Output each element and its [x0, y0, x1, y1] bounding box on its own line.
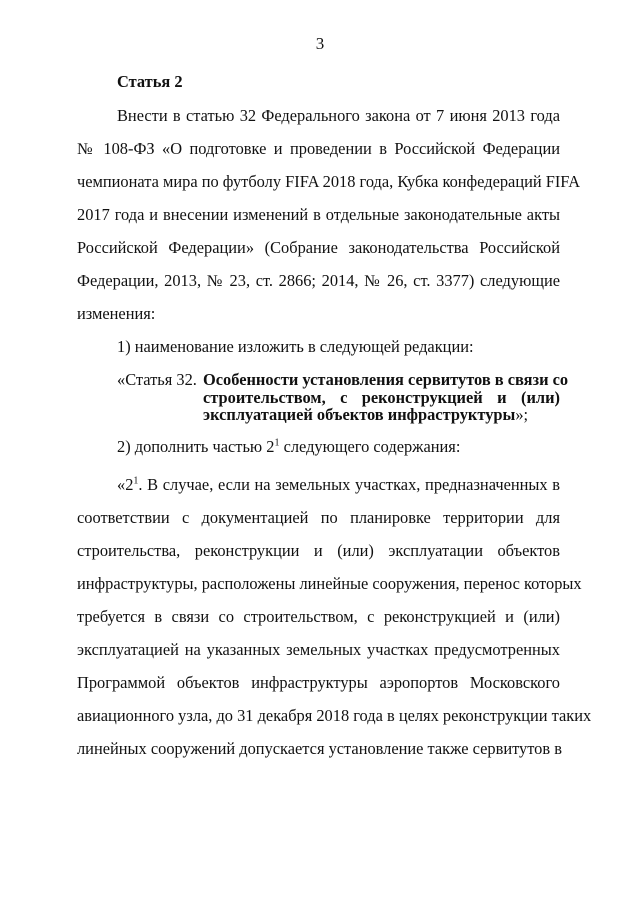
- paragraph-line: инфраструктуры, расположены линейные сооружения, перенос которых: [77, 574, 582, 593]
- paragraph-line: линейных сооружений допускается установление также сервитутов в: [77, 739, 562, 758]
- paragraph-line: чемпионата мира по футболу FIFA 2018 года, Кубка конфедераций FIFA: [77, 172, 581, 191]
- paragraph-line: авиационного узла, до 31 декабря 2018 года в целях реконструкции таких: [77, 706, 592, 725]
- paragraph-line: Программой объектов инфраструктуры аэропортов Московского: [77, 673, 560, 692]
- paragraph-line: соответствии с документацией по планировке территории для: [77, 508, 560, 527]
- paragraph-line: Внести в статью 32 Федерального закона от 7 июня 2013 года: [117, 106, 560, 125]
- part-first-text: . В случае, если на земельных участках, предназначенных в: [138, 475, 560, 494]
- paragraph-line: изменения:: [77, 304, 156, 323]
- paragraph-line: № 108-ФЗ «О подготовке и проведении в Российской Федерации: [77, 139, 560, 158]
- list-item-2-text-end: следующего содержания:: [279, 437, 461, 456]
- paragraph-line: требуется в связи со строительством, с реконструкцией и (или): [77, 607, 560, 626]
- superscript: 1: [274, 437, 280, 449]
- article-title-line: строительством, с реконструкцией и (или): [203, 387, 560, 407]
- page-number: 3: [315, 34, 325, 53]
- list-item-2: [117, 437, 560, 457]
- paragraph-line: строительства, реконструкции и (или) эксплуатации объектов: [77, 541, 560, 560]
- paragraph-line: эксплуатацией на указанных земельных участках предусмотренных: [77, 640, 560, 659]
- article-heading: Статья 2: [117, 72, 183, 91]
- article-title-line: [203, 406, 560, 424]
- article-title-text: эксплуатацией объектов инфраструктуры: [203, 405, 516, 424]
- paragraph-line: [117, 475, 560, 495]
- article-prefix: «Статья 32.: [117, 370, 197, 389]
- superscript: 1: [133, 475, 139, 487]
- list-item-2-text: 2) дополнить частью 2: [117, 437, 275, 456]
- article-title-line: Особенности установления сервитутов в связи со: [203, 370, 569, 389]
- part-number: «2: [117, 475, 134, 494]
- article-title: [203, 370, 569, 424]
- article-title-suffix: »;: [515, 405, 529, 424]
- list-item-1: 1) наименование изложить в следующей редакции:: [117, 337, 474, 356]
- paragraph-line: Федерации, 2013, № 23, ст. 2866; 2014, № 26, ст. 3377) следующие: [77, 271, 560, 290]
- paragraph-line: Российской Федерации» (Собрание законодательства Российской: [77, 238, 560, 257]
- paragraph-line: 2017 года и внесении изменений в отдельные законодательные акты: [77, 205, 560, 224]
